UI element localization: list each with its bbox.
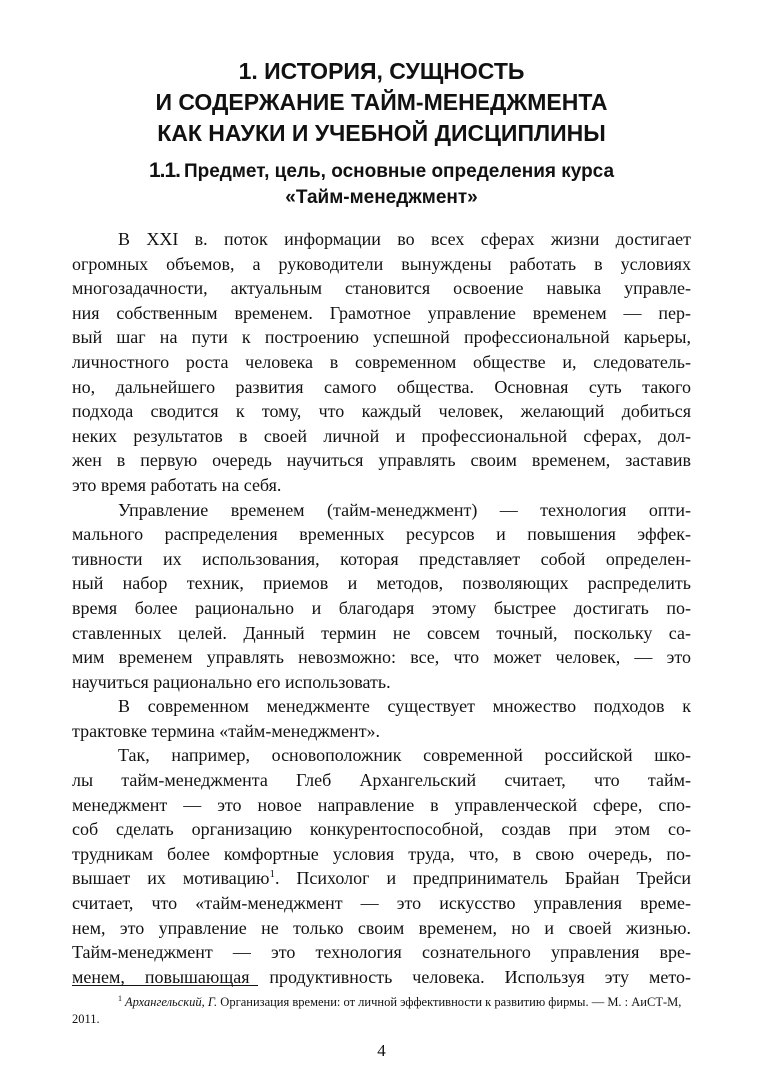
footnote [72,994,691,1028]
footnote-text: Организация времени: от личной эффективности к развитию фирмы. — М. : АиСТ-М, [217,995,682,1009]
text-line: личностного роста человека в современном обществе и, следователь- [72,351,691,372]
section-heading-line: «Тайм-менеджмент» [285,187,478,208]
page-number: 4 [377,1041,386,1060]
text-line [72,866,691,891]
text-line: нем, это управление не только своим временем, но и своей жизнью. [72,917,691,938]
chapter-heading-line: И СОДЕРЖАНИЕ ТАЙМ-МЕНЕДЖМЕНТА [155,89,608,115]
text-line: подхода сводится к тому, что каждый человек, желающий добиться [72,401,691,422]
text-line: мим временем управлять невозможно: все, что может человек, — это [72,647,691,668]
text-segment: вышает их мотивацию [72,868,270,889]
text-line: жен в первую очередь научиться управлять своим временем, заставив [72,450,691,471]
text-line: время более рационально и благодаря этому быстрее достигать по- [72,597,691,618]
text-line: лы тайм-менеджмента Глеб Архангельский считает, что тайм- [72,770,691,791]
footnote-line: 2011. [72,1012,100,1026]
text-line: Тайм-менеджмент — это технология сознательного управления вре- [72,942,691,963]
section-number: 1.1. [148,159,180,182]
text-line: вый шаг на пути к построению успешной профессиональной карьеры, [72,327,691,348]
text-line: менеджмент — это новое направление в управленческой сфере, спо- [72,794,691,815]
text-line: тивности их использования, которая представляет собой определен- [72,548,691,569]
text-line: ный набор техник, приемов и методов, позволяющих распределить [72,573,691,594]
footnote-divider [72,985,258,986]
text-line: научиться рационально его использовать. [72,671,391,692]
text-line: мального распределения временных ресурсов и повышения эффек- [72,524,691,545]
section-heading-line [70,158,693,185]
text-line: Так, например, основоположник современной российской шко- [118,745,691,766]
text-line: трудникам более комфортные условия труда, что, в свою очередь, по- [72,843,691,864]
footnote-line [72,994,691,1011]
text-line: считает, что «тайм-менеджмент — это искусство управления време- [72,893,691,914]
text-segment: . Психолог и предприниматель Брайан Трейси [274,868,691,889]
text-line: огромных объемов, а руководители вынуждены работать в условиях [72,253,691,274]
text-line: В XXI в. поток информации во всех сферах жизни достигает [118,229,691,249]
text-line: ния собственным временем. Грамотное управление временем — пер- [72,302,691,323]
text-line: трактовке термина «тайм-менеджмент». [72,720,381,741]
text-line: это время работать на себя. [72,474,282,495]
section-heading [70,158,693,211]
text-line: В современном менеджменте существует множество подходов к [118,696,691,717]
text-line: соб сделать организацию конкурентоспособной, создав при этом со- [72,819,691,840]
text-line: но, дальнейшего развития самого общества. Основная суть такого [72,376,691,397]
footnote-marker: 1 [118,993,122,1003]
text-line: неких результатов в своей личной и профессиональной сферах, дол- [72,425,691,446]
text-line: многозадачности, актуальным становится освоение навыка управле- [72,278,691,299]
footnote-reference[interactable]: 1 [269,868,275,881]
chapter-heading-line: КАК НАУКИ И УЧЕБНОЙ ДИСЦИПЛИНЫ [157,120,606,146]
text-line: Управление временем (тайм-менеджмент) — технология опти- [118,499,691,520]
footnote-author: Архангельский, Г. [125,995,218,1009]
chapter-heading-line: 1. ИСТОРИЯ, СУЩНОСТЬ [238,58,525,84]
text-line: ставленных целей. Данный термин не совсем точный, поскольку са- [72,622,691,643]
text-line: менем, повышающая продуктивность человека. Используя эту мето- [72,966,691,987]
chapter-heading [70,56,693,149]
section-title: Предмет, цель, основные определения курса [183,161,615,182]
body-text [72,227,691,989]
